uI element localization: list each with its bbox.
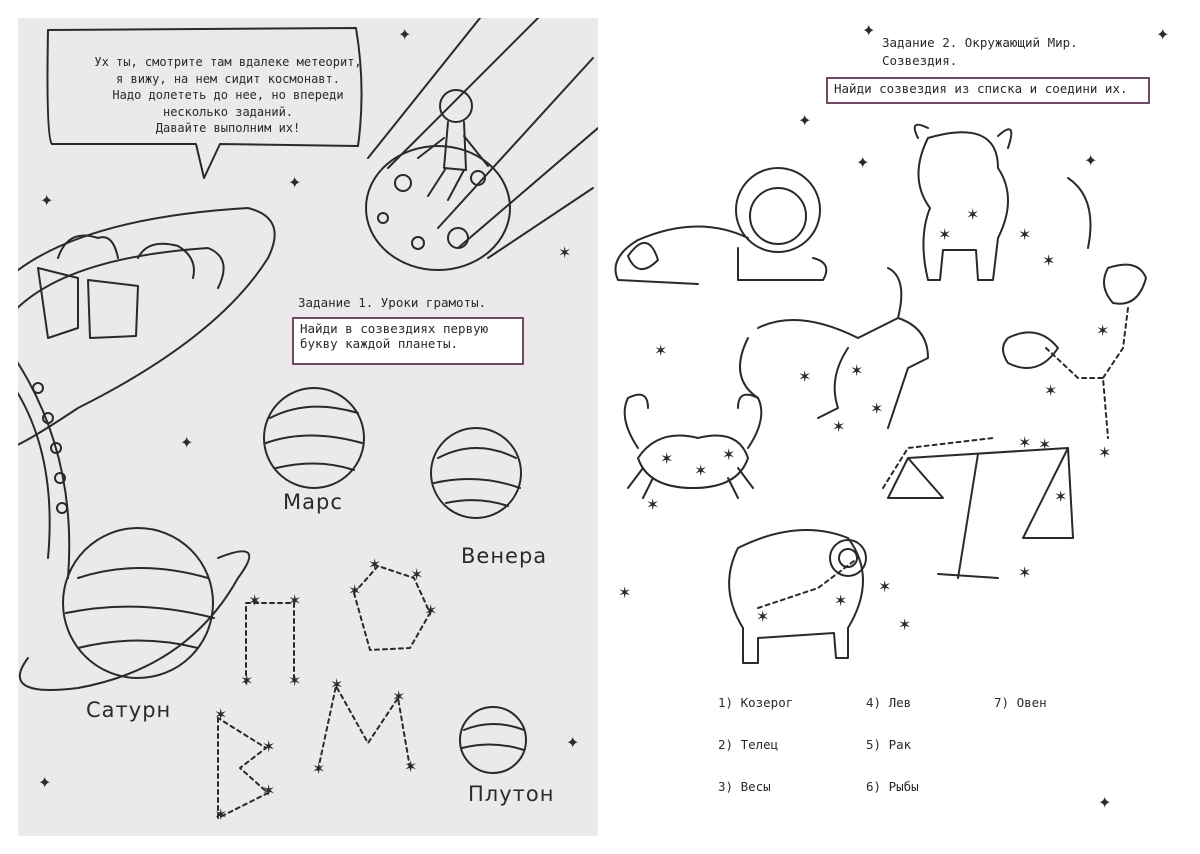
svg-text:✶: ✶ <box>1044 381 1058 400</box>
constellation-list-item: 5) Рак <box>866 737 912 752</box>
svg-text:✶: ✶ <box>410 565 424 584</box>
right-page <box>598 18 1184 836</box>
svg-text:✦: ✦ <box>40 191 54 210</box>
svg-text:✦: ✦ <box>1156 25 1170 44</box>
svg-text:✶: ✶ <box>288 591 302 610</box>
goat <box>740 268 928 428</box>
svg-text:✦: ✦ <box>798 111 812 130</box>
svg-text:✶: ✶ <box>214 805 228 824</box>
task2-title: Задание 2. Окружающий Мир. <box>882 35 1078 50</box>
astronaut-helmet <box>440 90 472 122</box>
svg-text:✶: ✶ <box>392 687 406 706</box>
svg-text:✦: ✦ <box>398 25 412 44</box>
svg-text:✶: ✶ <box>262 737 276 756</box>
svg-text:✦: ✦ <box>856 153 870 172</box>
right-page-illustration <box>598 18 1184 836</box>
task1-title: Задание 1. Уроки грамоты. <box>298 295 487 310</box>
bubble-line: несколько заданий. <box>162 104 294 119</box>
svg-text:✶: ✶ <box>248 591 262 610</box>
svg-text:✶: ✶ <box>1018 225 1032 244</box>
svg-text:✶: ✶ <box>214 705 228 724</box>
constellation-list-item: 7) Овен <box>994 695 1047 710</box>
svg-text:✦: ✦ <box>566 733 580 752</box>
speech-bubble-text <box>68 54 388 137</box>
svg-text:✶: ✶ <box>1054 487 1068 506</box>
meteorite <box>366 146 510 270</box>
task1-instruction-line: букву каждой планеты. <box>300 336 459 351</box>
svg-text:✶: ✶ <box>1018 433 1032 452</box>
fish-1 <box>1104 265 1146 304</box>
svg-text:✦: ✦ <box>180 433 194 452</box>
pluto-label: Плутон <box>468 782 555 806</box>
bubble-line: Надо долететь до нее, но впереди <box>112 88 344 102</box>
svg-text:✶: ✶ <box>654 341 668 360</box>
svg-text:✶: ✶ <box>756 607 770 626</box>
svg-text:✶: ✶ <box>424 601 438 620</box>
constellation-list-item: 2) Телец <box>718 737 779 752</box>
svg-text:✦: ✦ <box>1084 151 1098 170</box>
pluto-planet <box>460 707 526 773</box>
spaceship <box>18 208 275 448</box>
task1-instruction-line: Найди в созвездиях первую <box>300 321 489 336</box>
svg-text:✦: ✦ <box>38 773 52 792</box>
bubble-line: я вижу, на нем сидит космонавт. <box>116 71 340 86</box>
svg-text:✶: ✶ <box>966 205 980 224</box>
saturn-planet <box>63 528 213 678</box>
svg-text:✶: ✶ <box>832 417 846 436</box>
svg-text:✶: ✶ <box>870 399 884 418</box>
svg-text:✶: ✶ <box>938 225 952 244</box>
constellation-letter-v <box>218 718 268 818</box>
svg-text:✶: ✶ <box>1098 443 1112 462</box>
venus-label: Венера <box>461 544 548 568</box>
lion-body <box>616 226 827 284</box>
svg-text:✶: ✶ <box>404 757 418 776</box>
svg-text:✦: ✦ <box>1098 793 1112 812</box>
svg-text:✶: ✶ <box>1096 321 1110 340</box>
svg-text:✶: ✶ <box>834 591 848 610</box>
left-page <box>18 18 598 836</box>
task2-subtitle: Созвездия. <box>882 53 958 68</box>
constellation-list-item: 4) Лев <box>866 695 912 710</box>
bull <box>918 132 1008 280</box>
mars-planet <box>264 388 364 488</box>
bubble-line: Ух ты, смотрите там вдалеке метеорит, <box>94 55 362 69</box>
svg-text:✶: ✶ <box>898 615 912 634</box>
svg-text:✶: ✶ <box>798 367 812 386</box>
svg-text:✶: ✶ <box>262 781 276 800</box>
venus-planet <box>431 428 521 518</box>
task2-instruction: Найди созвездия из списка и соедини их. <box>834 81 1128 96</box>
lion-head <box>736 168 820 252</box>
svg-text:✶: ✶ <box>694 461 708 480</box>
svg-text:✶: ✶ <box>348 581 362 600</box>
saturn-label: Сатурн <box>86 698 172 722</box>
svg-text:✶: ✶ <box>330 675 344 694</box>
constellation-list-item: 1) Козерог <box>718 695 794 710</box>
svg-text:✶: ✶ <box>850 361 864 380</box>
constellation-list-item: 3) Весы <box>718 779 771 794</box>
svg-text:✦: ✦ <box>862 21 876 40</box>
task1-instruction-box <box>292 317 524 365</box>
svg-text:✶: ✶ <box>618 583 632 602</box>
svg-text:✶: ✶ <box>1038 435 1052 454</box>
task2-instruction-box <box>826 77 1150 104</box>
mars-label: Марс <box>283 490 343 514</box>
scales <box>888 448 1073 578</box>
svg-text:✶: ✶ <box>646 495 660 514</box>
svg-text:✶: ✶ <box>558 243 572 262</box>
svg-text:✶: ✶ <box>240 671 254 690</box>
svg-text:✦: ✦ <box>288 173 302 192</box>
bubble-line: Давайте выполним их! <box>155 121 301 135</box>
svg-text:✶: ✶ <box>368 555 382 574</box>
svg-text:✶: ✶ <box>312 759 326 778</box>
svg-text:✶: ✶ <box>722 445 736 464</box>
svg-text:✶: ✶ <box>660 449 674 468</box>
svg-text:✶: ✶ <box>1018 563 1032 582</box>
saturn-ring <box>20 551 249 690</box>
constellation-list-item: 6) Рыбы <box>866 779 919 794</box>
svg-text:✶: ✶ <box>1042 251 1056 270</box>
meteorite-tail <box>368 18 598 258</box>
svg-text:✶: ✶ <box>288 671 302 690</box>
svg-text:✶: ✶ <box>878 577 892 596</box>
